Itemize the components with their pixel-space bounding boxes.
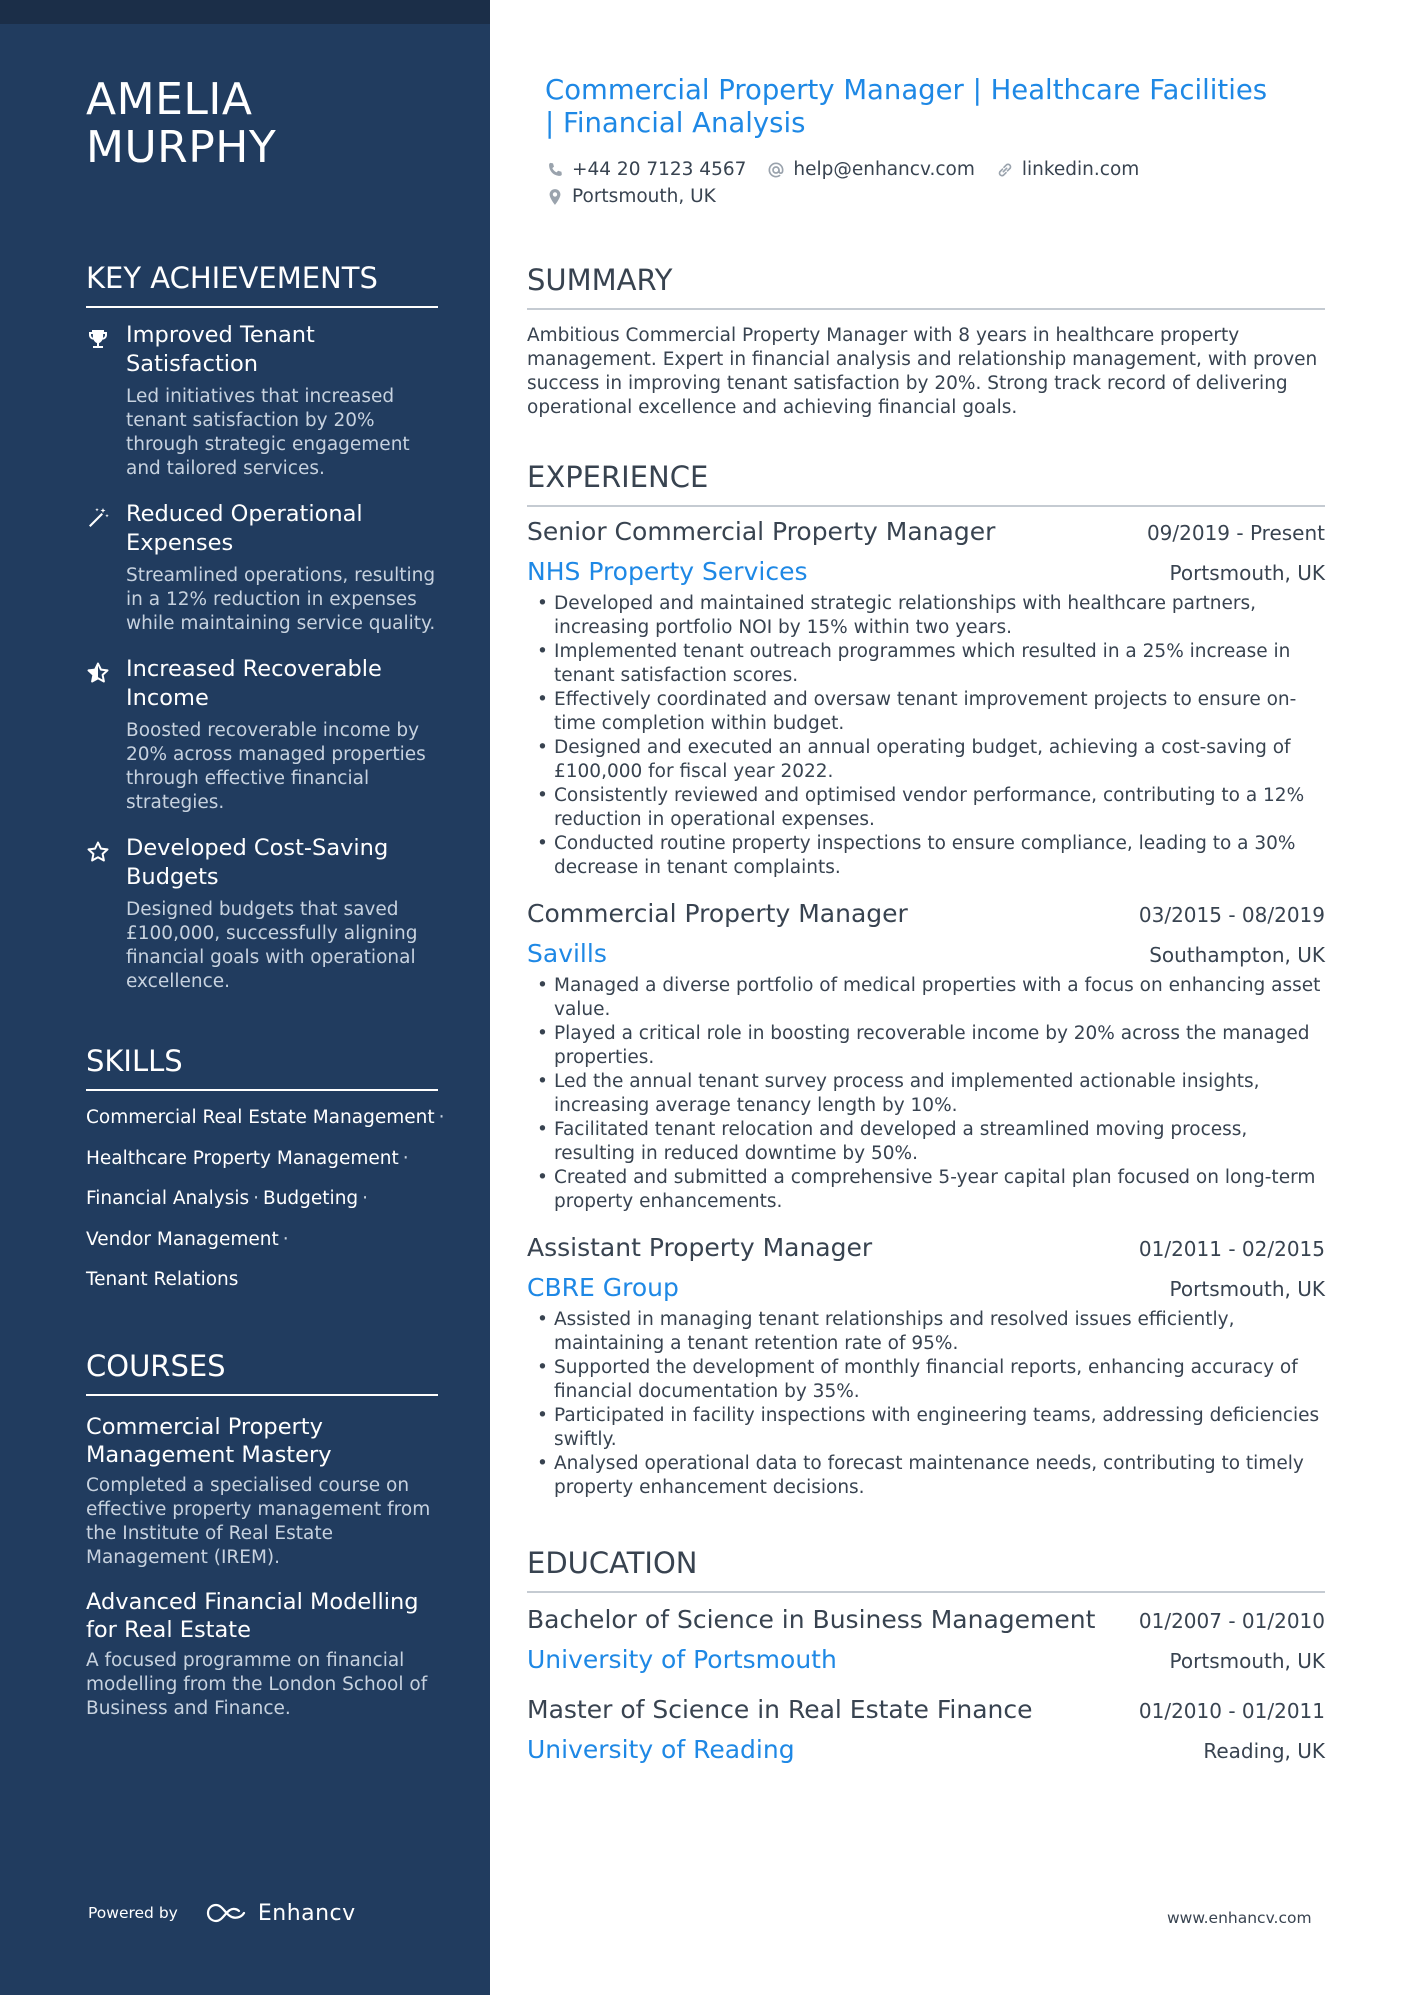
job-bullets — [527, 592, 1325, 880]
education-section — [527, 1543, 1325, 1766]
degree-title: Bachelor of Science in Business Management — [527, 1605, 1096, 1634]
education-school-row — [527, 1734, 1325, 1766]
phone-icon — [545, 160, 565, 180]
contact-phone[interactable] — [545, 156, 746, 183]
job-bullet: • Participated in facility inspections with engineering teams, addressing deficiencies swiftly. — [527, 1404, 1325, 1452]
summary-text: Ambitious Commercial Property Manager with 8 years in healthcare property management. Expert in financial analysis and relationship management, with proven success in improving tenant satisfaction by 20%. Strong track record of delivering operational excellence and achieving financial goals. — [527, 325, 1318, 418]
job-bullet: • Supported the development of monthly financial reports, enhancing accuracy of financial documentation by 35%. — [527, 1356, 1325, 1404]
job-header-row — [527, 516, 1325, 548]
achievement-description: Streamlined operations, resulting in a 12% reduction in expenses while maintaining service quality. — [126, 565, 436, 634]
course-description: A focused programme on financial modelling from the London School of Business and Finance. — [86, 1650, 428, 1719]
achievement-description: Led initiatives that increased tenant satisfaction by 20% through strategic engagement and tailored services. — [126, 386, 410, 479]
key-achievements-heading: KEY ACHIEVEMENTS — [86, 258, 438, 308]
skill-row — [86, 1228, 438, 1269]
job-header-row — [527, 898, 1325, 930]
at-sign-icon — [766, 160, 786, 180]
job-location: Southampton, UK — [1149, 943, 1325, 967]
courses-heading: COURSES — [86, 1346, 438, 1396]
skill-separator: · — [253, 1188, 260, 1209]
enhancv-logo-icon — [204, 1900, 250, 1926]
job-bullet: • Developed and maintained strategic relationships with healthcare partners, increasing portfolio NOI by 15% within two years. — [527, 592, 1325, 640]
trophy-icon — [86, 327, 110, 351]
key-achievements-section — [86, 258, 438, 994]
job-bullet: • Played a critical role in boosting recoverable income by 20% across the managed properties. — [527, 1022, 1325, 1070]
star-half-icon — [86, 661, 110, 685]
job-bullet: • Facilitated tenant relocation and developed a streamlined moving process, resulting in reduced downtime by 50%. — [527, 1118, 1325, 1166]
enhancv-logo-text: Enhancv — [257, 1900, 356, 1926]
course-title: Commercial Property Management Mastery — [86, 1414, 332, 1468]
education-dates: 01/2010 - 01/2011 — [1138, 1699, 1325, 1723]
contact-info — [545, 156, 1305, 210]
education-location: Reading, UK — [1203, 1739, 1325, 1763]
job-bullet: • Analysed operational data to forecast maintenance needs, contributing to timely property enhancement decisions. — [527, 1452, 1325, 1500]
powered-by-label: Powered by — [88, 1904, 178, 1922]
magic-wand-icon — [86, 506, 110, 530]
skills-list — [86, 1106, 445, 1309]
skill-tag: Healthcare Property Management — [86, 1147, 399, 1169]
education-entry — [527, 1604, 1325, 1676]
skill-separator: · — [438, 1107, 445, 1128]
job-bullet: • Implemented tenant outreach programmes which resulted in a 25% increase in tenant satisfaction scores. — [527, 640, 1325, 688]
enhancv-logo[interactable] — [204, 1900, 356, 1926]
link-icon — [995, 160, 1015, 180]
education-header-row — [527, 1604, 1325, 1636]
achievement-item — [86, 655, 438, 815]
skill-tag: Tenant Relations — [86, 1269, 239, 1290]
job-location: Portsmouth, UK — [1169, 1277, 1325, 1301]
skill-tag: Vendor Management — [86, 1228, 279, 1250]
achievement-description: Boosted recoverable income by 20% across managed properties through effective financial strategies. — [126, 720, 426, 813]
summary-heading: SUMMARY — [527, 260, 1325, 310]
powered-by — [88, 1900, 356, 1926]
job-entry — [527, 1232, 1325, 1500]
company-name[interactable]: CBRE Group — [527, 1273, 679, 1302]
education-header-row — [527, 1694, 1325, 1726]
location-text: Portsmouth, UK — [572, 186, 716, 207]
course-title: Advanced Financial Modelling for Real Estate — [86, 1589, 419, 1643]
achievement-description: Designed budgets that saved £100,000, successfully aligning financial goals with operational excellence. — [126, 899, 418, 992]
skill-row — [86, 1268, 438, 1309]
education-school-row — [527, 1644, 1325, 1676]
job-bullet: • Designed and executed an annual operating budget, achieving a cost-saving of £100,000 for fiscal year 2022. — [527, 736, 1325, 784]
job-dates: 01/2011 - 02/2015 — [1138, 1237, 1325, 1261]
experience-section — [527, 457, 1325, 1500]
phone-text: +44 20 7123 4567 — [572, 159, 747, 180]
education-dates: 01/2007 - 01/2010 — [1138, 1609, 1325, 1633]
contact-email[interactable] — [766, 156, 974, 183]
skill-separator: · — [402, 1147, 409, 1169]
achievement-item — [86, 834, 438, 994]
star-outline-icon — [86, 840, 110, 864]
achievement-item — [86, 500, 438, 636]
headline: Commercial Property Manager | Healthcare Facilities | Financial Analysis — [545, 74, 1268, 139]
skills-heading: SKILLS — [86, 1041, 438, 1091]
job-entry — [527, 898, 1325, 1214]
skill-tag: Commercial Real Estate Management — [86, 1107, 435, 1128]
job-bullets — [527, 974, 1325, 1214]
job-company-row — [527, 1272, 1325, 1304]
summary-section — [527, 260, 1325, 420]
job-header-row — [527, 1232, 1325, 1264]
skill-tag: Budgeting — [263, 1188, 359, 1209]
degree-title: Master of Science in Real Estate Finance — [527, 1695, 1033, 1724]
achievement-title: Reduced Operational Expenses — [126, 501, 363, 556]
location-pin-icon — [545, 187, 565, 207]
education-location: Portsmouth, UK — [1169, 1649, 1325, 1673]
job-company-row — [527, 938, 1325, 970]
job-entry — [527, 516, 1325, 880]
job-dates: 09/2019 - Present — [1146, 521, 1325, 545]
skill-separator: · — [362, 1188, 369, 1209]
course-item — [86, 1413, 438, 1570]
company-name[interactable]: NHS Property Services — [527, 557, 808, 586]
school-name[interactable]: University of Reading — [527, 1735, 795, 1764]
contact-linkedin[interactable] — [995, 156, 1139, 183]
company-name[interactable]: Savills — [527, 939, 607, 968]
skill-separator: · — [282, 1228, 289, 1250]
job-bullet: • Conducted routine property inspections to ensure compliance, leading to a 30% decrease in tenant complaints. — [527, 832, 1325, 880]
skill-tag: Financial Analysis — [86, 1188, 250, 1209]
courses-section — [86, 1346, 438, 1721]
linkedin-text: linkedin.com — [1021, 159, 1140, 180]
achievement-title: Developed Cost-Saving Budgets — [126, 835, 389, 890]
candidate-name: AMELIA MURPHY — [86, 74, 277, 173]
skill-row — [86, 1187, 438, 1228]
skills-section — [86, 1041, 445, 1309]
job-dates: 03/2015 - 08/2019 — [1138, 903, 1325, 927]
footer-url[interactable]: www.enhancv.com — [1167, 1909, 1312, 1927]
job-bullet: • Led the annual tenant survey process and implemented actionable insights, increasing average tenancy length by 10%. — [527, 1070, 1325, 1118]
contact-row — [545, 156, 1305, 183]
job-bullet: • Effectively coordinated and oversaw tenant improvement projects to ensure on-time completion within budget. — [527, 688, 1325, 736]
experience-heading: EXPERIENCE — [527, 457, 1325, 507]
job-title: Senior Commercial Property Manager — [527, 517, 996, 546]
achievement-title: Improved Tenant Satisfaction — [126, 322, 315, 377]
education-entry — [527, 1694, 1325, 1766]
school-name[interactable]: University of Portsmouth — [527, 1645, 837, 1674]
job-title: Commercial Property Manager — [527, 899, 908, 928]
job-location: Portsmouth, UK — [1169, 561, 1325, 585]
achievement-item — [86, 321, 438, 481]
contact-location — [545, 183, 716, 210]
email-text: help@enhancv.com — [793, 159, 975, 180]
job-company-row — [527, 556, 1325, 588]
job-title: Assistant Property Manager — [527, 1233, 873, 1262]
sidebar-top-bar — [0, 0, 490, 24]
job-bullet: • Managed a diverse portfolio of medical properties with a focus on enhancing asset value. — [527, 974, 1325, 1022]
skill-row — [86, 1147, 438, 1188]
job-bullets — [527, 1308, 1325, 1500]
job-bullet: • Assisted in managing tenant relationships and resolved issues efficiently, maintaining a tenant retention rate of 95%. — [527, 1308, 1325, 1356]
course-description: Completed a specialised course on effective property management from the Institute of Real Estate Management (IREM). — [86, 1475, 431, 1568]
sidebar — [0, 0, 490, 1995]
job-bullet: • Consistently reviewed and optimised vendor performance, contributing to a 12% reduction in operational expenses. — [527, 784, 1325, 832]
job-bullet: • Created and submitted a comprehensive 5-year capital plan focused on long-term property enhancements. — [527, 1166, 1325, 1214]
achievement-title: Increased Recoverable Income — [126, 656, 382, 711]
skill-row — [86, 1106, 445, 1147]
contact-row — [545, 183, 1305, 210]
course-item — [86, 1588, 438, 1721]
education-heading: EDUCATION — [527, 1543, 1325, 1593]
